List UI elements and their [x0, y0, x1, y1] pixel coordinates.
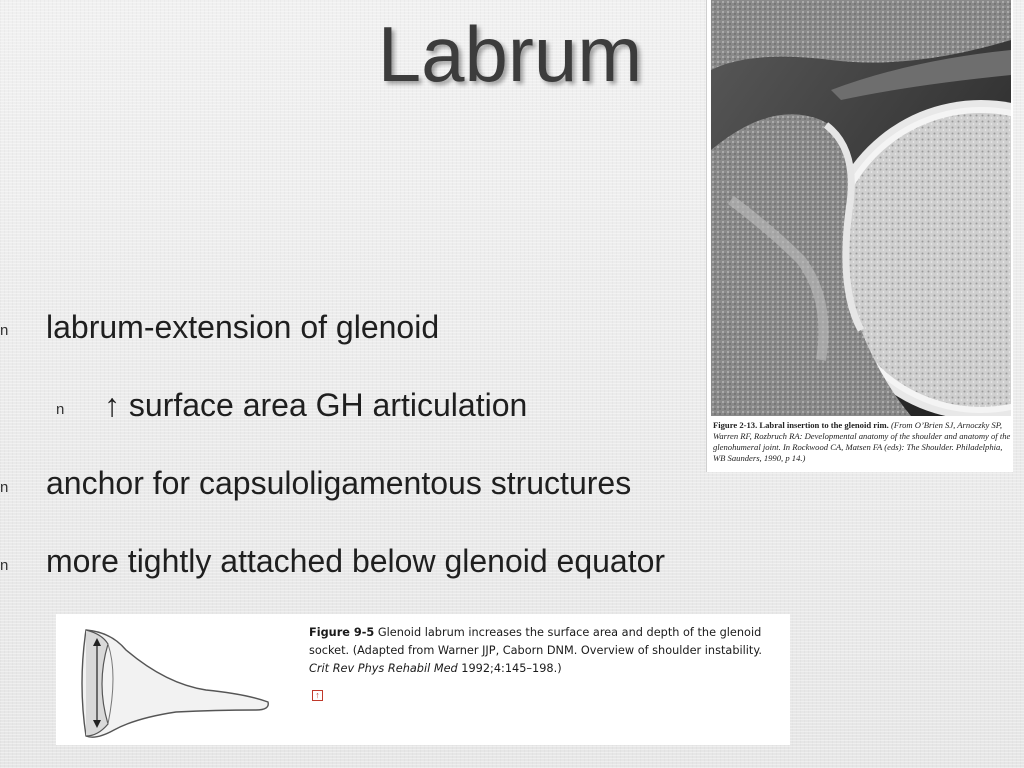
- labrum-diagram: [56, 614, 296, 745]
- bullet-marker: n: [0, 322, 9, 339]
- sub-bullet-marker: n: [56, 401, 65, 418]
- bullet-item: more tightly attached below glenoid equator: [46, 543, 666, 579]
- histology-photo: [711, 0, 1011, 416]
- bullet-marker: n: [0, 479, 9, 496]
- photo-caption-title: Labral insertion to the glenoid rim.: [759, 420, 889, 430]
- figure-citation: 1992;4:145–198.): [461, 662, 562, 675]
- figure-label: Figure 9-5: [309, 626, 375, 639]
- figure-caption-text: Glenoid labrum increases the surface area and depth of the glenoid socket. (Adapted from Warner JJP, Caborn DNM. Overview of shoulder instability.: [309, 626, 763, 657]
- figure-link-icon[interactable]: ↑: [312, 690, 323, 701]
- labrum-figure-panel: [56, 614, 790, 745]
- photo-caption: [713, 420, 1011, 464]
- slide-title: Labrum: [377, 10, 643, 98]
- bullet-item: labrum-extension of glenoid: [46, 309, 440, 345]
- histology-photo-panel: [706, 0, 1013, 472]
- bullet-item: anchor for capsuloligamentous structures: [46, 465, 632, 501]
- bullet-marker: n: [0, 557, 9, 574]
- photo-caption-label: Figure 2-13.: [713, 420, 758, 430]
- figure-journal: Crit Rev Phys Rehabil Med: [309, 662, 458, 675]
- figure-caption: [309, 624, 784, 678]
- photo-caption-source: (From O’Brien SJ, Arnoczky SP, Warren RF, Rozbruch RA: Developmental anatomy of the shoulder and anatomy of the glenohumeral joint. In Rockwood CA, Matsen FA (eds): The Shoulder. Philadelphia, WB Saunders, 1990, p 14.): [713, 420, 1011, 463]
- sub-bullet-item: ↑ surface area GH articulation: [104, 387, 528, 423]
